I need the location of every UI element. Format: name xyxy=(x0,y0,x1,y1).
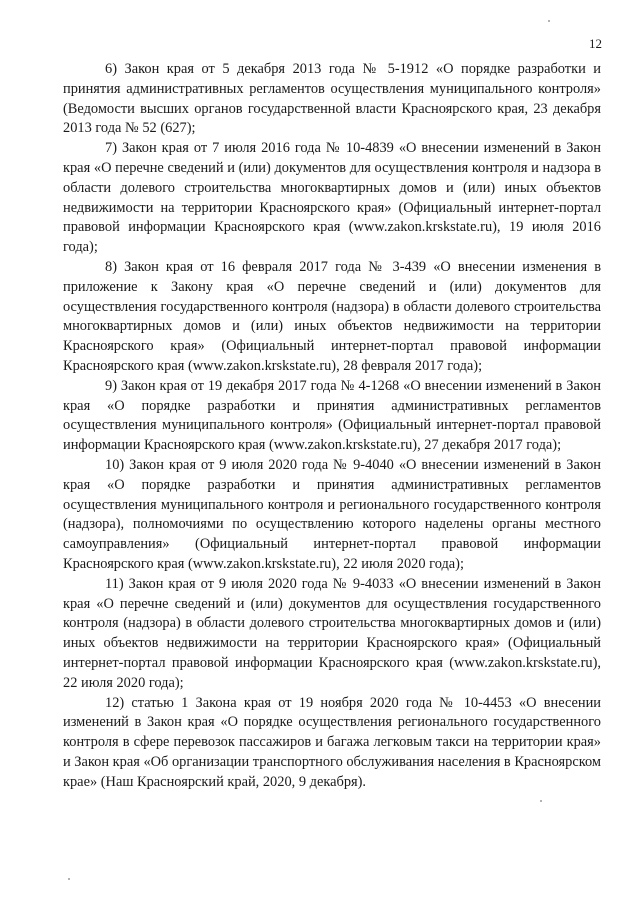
list-item: 6) Закон края от 5 декабря 2013 года № 5-1912 «О порядке разработки и принятия административных регламентов осуществления муниципального контроля» (Ведомости высших органов государственной власти Красноярского края, 23 декабря 2013 года № 52 (627); xyxy=(63,61,601,137)
document-body xyxy=(63,60,601,792)
list-item: 10) Закон края от 9 июля 2020 года № 9-4040 «О внесении изменений в Закон края «О порядке разработки и принятия административных регламентов осуществления муниципального контроля и регионального государственного контроля (надзора), полномочиями по осуществлению которого наделены органы местного самоуправления» (Официальный интернет-портал правовой информации Красноярского края (www.zakon.krskstate.ru), 22 июля 2020 года); xyxy=(63,456,601,572)
scan-speck xyxy=(68,878,70,880)
list-item: 11) Закон края от 9 июля 2020 года № 9-4033 «О внесении изменений в Закон края «О перечне сведений и (или) документов для осуществления государственного контроля (надзора) в области долевого строительства многоквартирных домов и (или) иных объектов недвижимости на территории Красноярского края» (Официальный интернет-портал правовой информации Красноярского края (www.zakon.krskstate.ru), 22 июля 2020 года); xyxy=(63,575,601,691)
scan-speck xyxy=(548,20,550,22)
page-number: 12 xyxy=(589,36,602,51)
list-item: 12) статью 1 Закона края от 19 ноября 2020 года № 10-4453 «О внесении изменений в Закон края «О порядке осуществления регионального государственного контроля в сфере перевозок пассажиров и багажа легковым такси на территории края» и Закон края «Об организации транспортного обслуживания населения в Красноярском крае» (Наш Красноярский край, 2020, 9 декабря). xyxy=(63,694,602,790)
list-item: 8) Закон края от 16 февраля 2017 года № 3-439 «О внесении изменения в приложение к Закону края «О перечне сведений и (или) документов для осуществления государственного контроля (надзора) в области долевого строительства многоквартирных домов и (или) иных объектов недвижимости на территории Красноярского края» (Официальный интернет-портал правовой информации Красноярского края (www.zakon.krskstate.ru), 28 февраля 2017 года); xyxy=(63,258,601,374)
scan-speck xyxy=(540,800,542,802)
list-item: 7) Закон края от 7 июля 2016 года № 10-4839 «О внесении изменений в Закон края «О перечне сведений и (или) документов для осуществления контроля и надзора в области долевого строительства многоквартирных домов и (или) иных объектов недвижимости на территории Красноярского края» (Официальный интернет-портал правовой информации Красноярского края (www.zakon.krskstate.ru), 19 июля 2016 года); xyxy=(63,140,601,256)
list-item: 9) Закон края от 19 декабря 2017 года № 4-1268 «О внесении изменений в Закон края «О порядке разработки и принятия административных регламентов осуществления муниципального контроля» (Официальный интернет-портал правовой информации Красноярского края (www.zakon.krskstate.ru), 27 декабря 2017 года); xyxy=(63,377,601,454)
